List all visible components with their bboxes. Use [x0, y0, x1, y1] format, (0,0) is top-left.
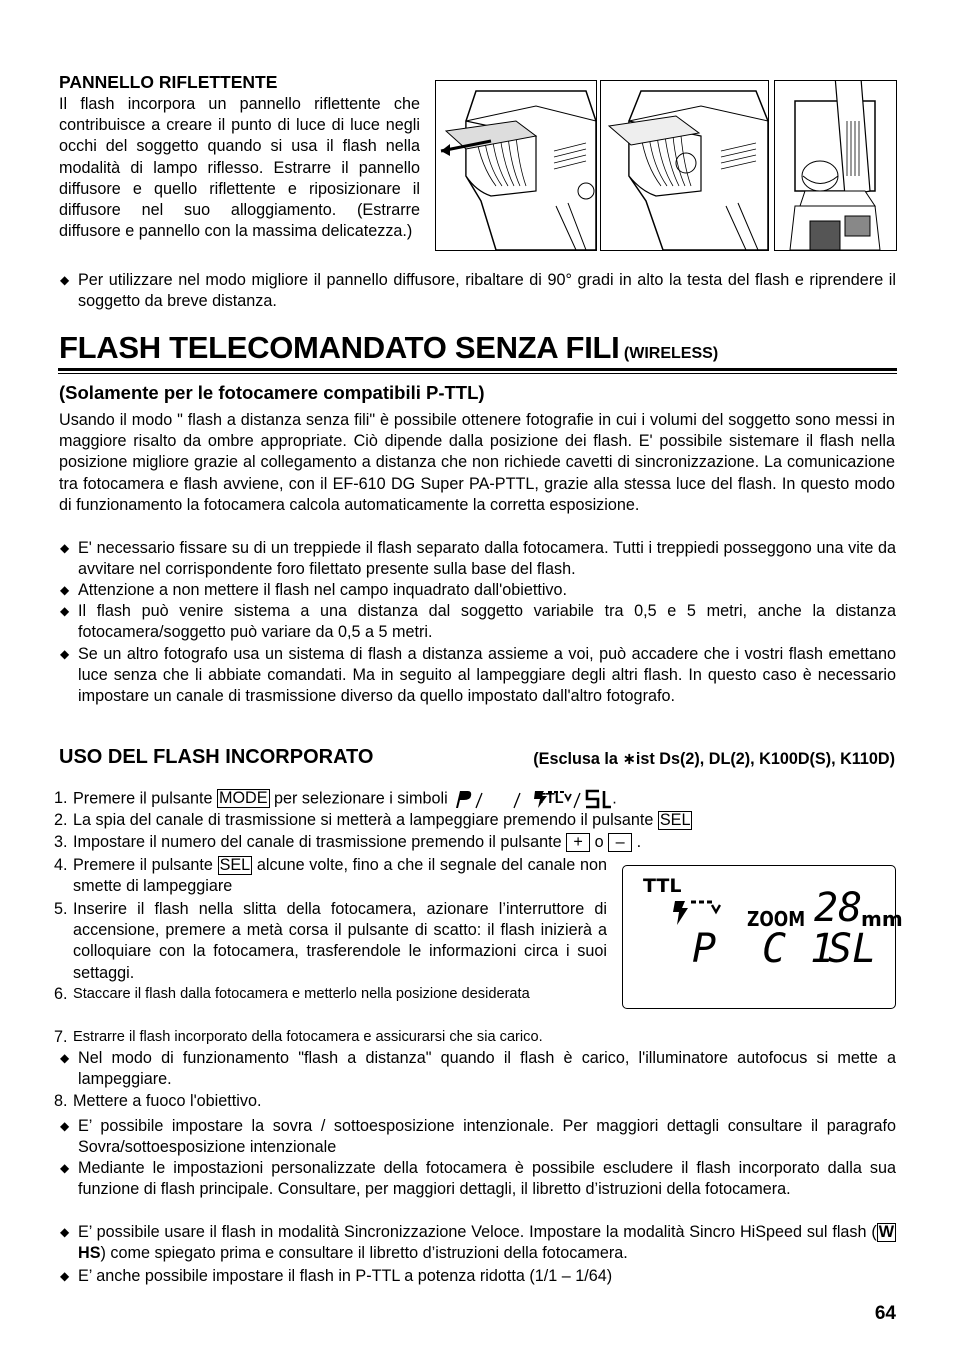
sl-s-icon	[586, 791, 599, 807]
builtin-note-text: E’ possibile impostare la sovra / sottoesposizione intenzionale. Per maggiori dettagli consultare il paragrafo Sovra/sottoesposizione intenzionale	[78, 1117, 896, 1157]
flash-figure-pull-panels	[435, 80, 597, 251]
builtin-note-text: E’ anche possibile impostare il flash in P-TTL a potenza ridotta (1/1 – 1/64)	[78, 1267, 613, 1285]
heading-rule-thin	[58, 373, 897, 374]
step-8	[54, 1091, 896, 1112]
flash-figure-reposition-diffuser	[600, 80, 769, 251]
bullet-diamond-icon: ◆	[60, 541, 70, 555]
step3-or: o	[594, 833, 604, 851]
sel-button: SEL	[659, 811, 691, 829]
hs-symbol: HS	[78, 1244, 101, 1263]
reflector-note	[60, 270, 896, 312]
wireless-bullet-text: E' necessario fissare su di un treppiede il flash separato dalla fotocamera. Tutti i treppiedi posseggono una vite da avvitare nel corrispondente foro filettato presente sulla base del flash.	[78, 539, 896, 579]
sel-button: SEL	[219, 856, 251, 874]
lcd-mode: P	[692, 926, 717, 972]
step7-text: Estrarre il flash incorporato della fotocamera e assicurarsi che sia carico.	[73, 1029, 543, 1045]
step-number: 2.	[54, 811, 68, 829]
p-mode-icon	[456, 791, 471, 808]
step-4	[54, 855, 607, 897]
reflector-note-text: Per utilizzare nel modo migliore il pannello diffusore, ribaltare di 90° gradi in alto la testa del flash e riprendere il soggetto da breve distanza.	[78, 271, 896, 311]
wireless-heading	[59, 330, 718, 366]
flash-figure-head-up	[774, 80, 897, 251]
step-3: 3. Impostare il numero del canale di trasmissione premendo il pulsante + o – .	[54, 832, 896, 853]
step2-text: La spia del canale di trasmissione si metterà a lampeggiare premendo il pulsante	[73, 811, 654, 829]
bullet-diamond-icon: ◆	[60, 1161, 70, 1175]
builtin-note-text: Mediante le impostazioni personalizzate della fotocamera è possibile escludere il flash incorporato dalla sua funzione di flash principale. Consultare, per maggiori dettagli, il libretto d’istruzioni della fotocamera.	[78, 1159, 896, 1199]
lcd-wireless-flash-icon	[671, 899, 721, 927]
step-number: 7.	[54, 1028, 68, 1046]
step7-note	[60, 1048, 896, 1090]
bullet-diamond-icon: ◆	[60, 1119, 70, 1133]
builtin-title-suffix: (Esclusa la ∗ist Ds(2), DL(2), K100D(S), K110D)	[533, 750, 895, 768]
lcd-ttl: TTL	[643, 875, 682, 897]
step5-text: Inserire il flash nella slitta della fotocamera, azionare l’interruttore di accensione, premere a metà corsa il pulsante di scatto: il flash inizierà a colloquiare con la fotocamera, trasferendole le informazioni circa i suoi settaggi.	[73, 900, 607, 982]
wireless-bullet-text: Il flash può venire sistema a una distanza dal soggetto variabile tra 0,5 e 5 metri, anche la distanza fotocamera/soggetto può variare da 0,5 a 5 metri.	[78, 602, 896, 642]
reflector-body: Il flash incorpora un pannello riflettente che contribuisce a creare il punto di luce di luce negli occhi del soggetto quando si usa il flash nella modalità di lampo riflesso. Estrarre il pannello diffusore e quello riflettente e riposizionare il diffusore nel suo alloggiamento. (Estrarre diffusore e pannello con la massima delicatezza.)	[59, 95, 420, 241]
step-1: 1. Premere il pulsante MODE per selezionare i simboli . TTL	[54, 788, 896, 810]
step7-note-text: Nel modo di funzionamento "flash a distanza" quando il flash è carico, l'illuminatore autofocus si mette a lampeggiare.	[78, 1049, 896, 1089]
slash-icon	[574, 793, 580, 808]
builtin-note	[60, 1266, 896, 1287]
lcd-slave: SL	[828, 926, 877, 972]
step-number: 6.	[54, 985, 68, 1003]
bullet-diamond-icon: ◆	[60, 1051, 70, 1065]
wireless-subtitle: (Solamente per le fotocamere compatibili P-TTL)	[59, 382, 485, 403]
slash-icon	[514, 793, 520, 808]
flash-lcd-panel	[622, 865, 903, 1009]
heading-rule-thick	[58, 368, 897, 371]
page-number: 64	[874, 1303, 896, 1324]
bullet-diamond-icon: ◆	[60, 273, 70, 287]
step-number: 4.	[54, 856, 68, 874]
w-symbol: W	[878, 1223, 894, 1241]
builtin-note	[60, 1158, 896, 1200]
step8-text: Mettere a fuoco l'obiettivo.	[73, 1092, 262, 1110]
wireless-title-suffix: (WIRELESS)	[623, 345, 719, 362]
plus-button: +	[566, 833, 590, 852]
wireless-bullet	[60, 601, 896, 643]
step1-text-b: per selezionare i simboli	[274, 789, 448, 808]
wireless-bullet-text: Se un altro fotografo usa un sistema di flash a distanza assieme a voi, può accadere che i vostri flash emettano luce senza che li abbiate comandati. Ma in seguito al lampeggiare degli altri flash. In questo caso è necessario impostare un canale di trasmissione diverso da quello impostato dall'altro fotografo.	[78, 645, 896, 706]
lcd-zoom-value: 28	[814, 885, 863, 931]
step4-text-b: alcune volte, fino a che il segnale del canale non smette di lampeggiare	[73, 856, 607, 896]
step4-text-a: Premere il pulsante	[73, 856, 213, 874]
hispeed-text-a: E’ possibile usare il flash in modalità Sincronizzazione Veloce. Impostare la modalità Sincro HiSpeed sul flash (	[78, 1223, 877, 1241]
step-6	[54, 984, 607, 1005]
step-number: 1.	[54, 789, 68, 807]
bullet-diamond-icon: ◆	[60, 604, 70, 618]
lcd-channel: C 1	[762, 926, 835, 972]
sl-l-icon	[604, 791, 611, 807]
wireless-bullet	[60, 538, 896, 580]
builtin-heading	[59, 746, 895, 769]
step-5	[54, 899, 607, 984]
wireless-bullet	[60, 580, 896, 601]
step-number: 8.	[54, 1092, 68, 1110]
minus-button: –	[608, 833, 632, 852]
bullet-diamond-icon: ◆	[60, 1269, 70, 1283]
builtin-note	[60, 1222, 896, 1264]
wireless-intro: Usando il modo " flash a distanza senza fili" è possibile ottenere fotografie in cui i volumi del soggetto sono messi in maggiore risalto da ombre appropriate. Ciò dipende dalla posizione dei flash. E' possibile sistemare il flash nella posizione migliore grazie al collegamento a distanza che non richiede cavetti di sincronizzazione. La comunicazione tra fotocamera e flash avviene, con il EF-610 DG Super PA-PTTL, grazie alla stessa luce del flash. In questo modo di funzionamento la fotocamera calcola automaticamente la corretta esposizione.	[59, 411, 895, 514]
step-number: 5.	[54, 900, 68, 918]
builtin-title: USO DEL FLASH INCORPORATO	[59, 746, 374, 768]
lcd-zoom-label: ZOOM	[747, 907, 806, 931]
hispeed-text-b: ) come spiegato prima e consultare il libretto d’istruzioni della fotocamera.	[100, 1244, 628, 1263]
bullet-diamond-icon: ◆	[60, 583, 70, 597]
wireless-title: FLASH TELECOMANDATO SENZA FILI	[59, 330, 620, 365]
lcd-unit: mm	[861, 907, 903, 931]
builtin-note	[60, 1116, 896, 1158]
wireless-bullet	[60, 644, 896, 708]
step-7	[54, 1027, 896, 1047]
step-number: 3.	[54, 833, 68, 851]
wireless-bullet-text: Attenzione a non mettere il flash nel campo inquadrato dall'obiettivo.	[78, 581, 568, 599]
step6-text: Staccare il flash dalla fotocamera e metterlo nella posizione desiderata	[73, 986, 530, 1002]
step3-text: Impostare il numero del canale di trasmissione premendo il pulsante	[73, 833, 562, 851]
step1-text-a: Premere il pulsante	[73, 789, 213, 808]
ttl-symbol: TTL	[537, 791, 564, 807]
bullet-diamond-icon: ◆	[60, 1225, 70, 1239]
bullet-diamond-icon: ◆	[60, 647, 70, 661]
step-2	[54, 810, 896, 831]
slash-icon	[476, 793, 482, 808]
mode-symbols	[452, 788, 612, 810]
reflector-title: PANNELLO RIFLETTENTE	[59, 72, 278, 92]
mode-button: MODE	[218, 789, 268, 808]
